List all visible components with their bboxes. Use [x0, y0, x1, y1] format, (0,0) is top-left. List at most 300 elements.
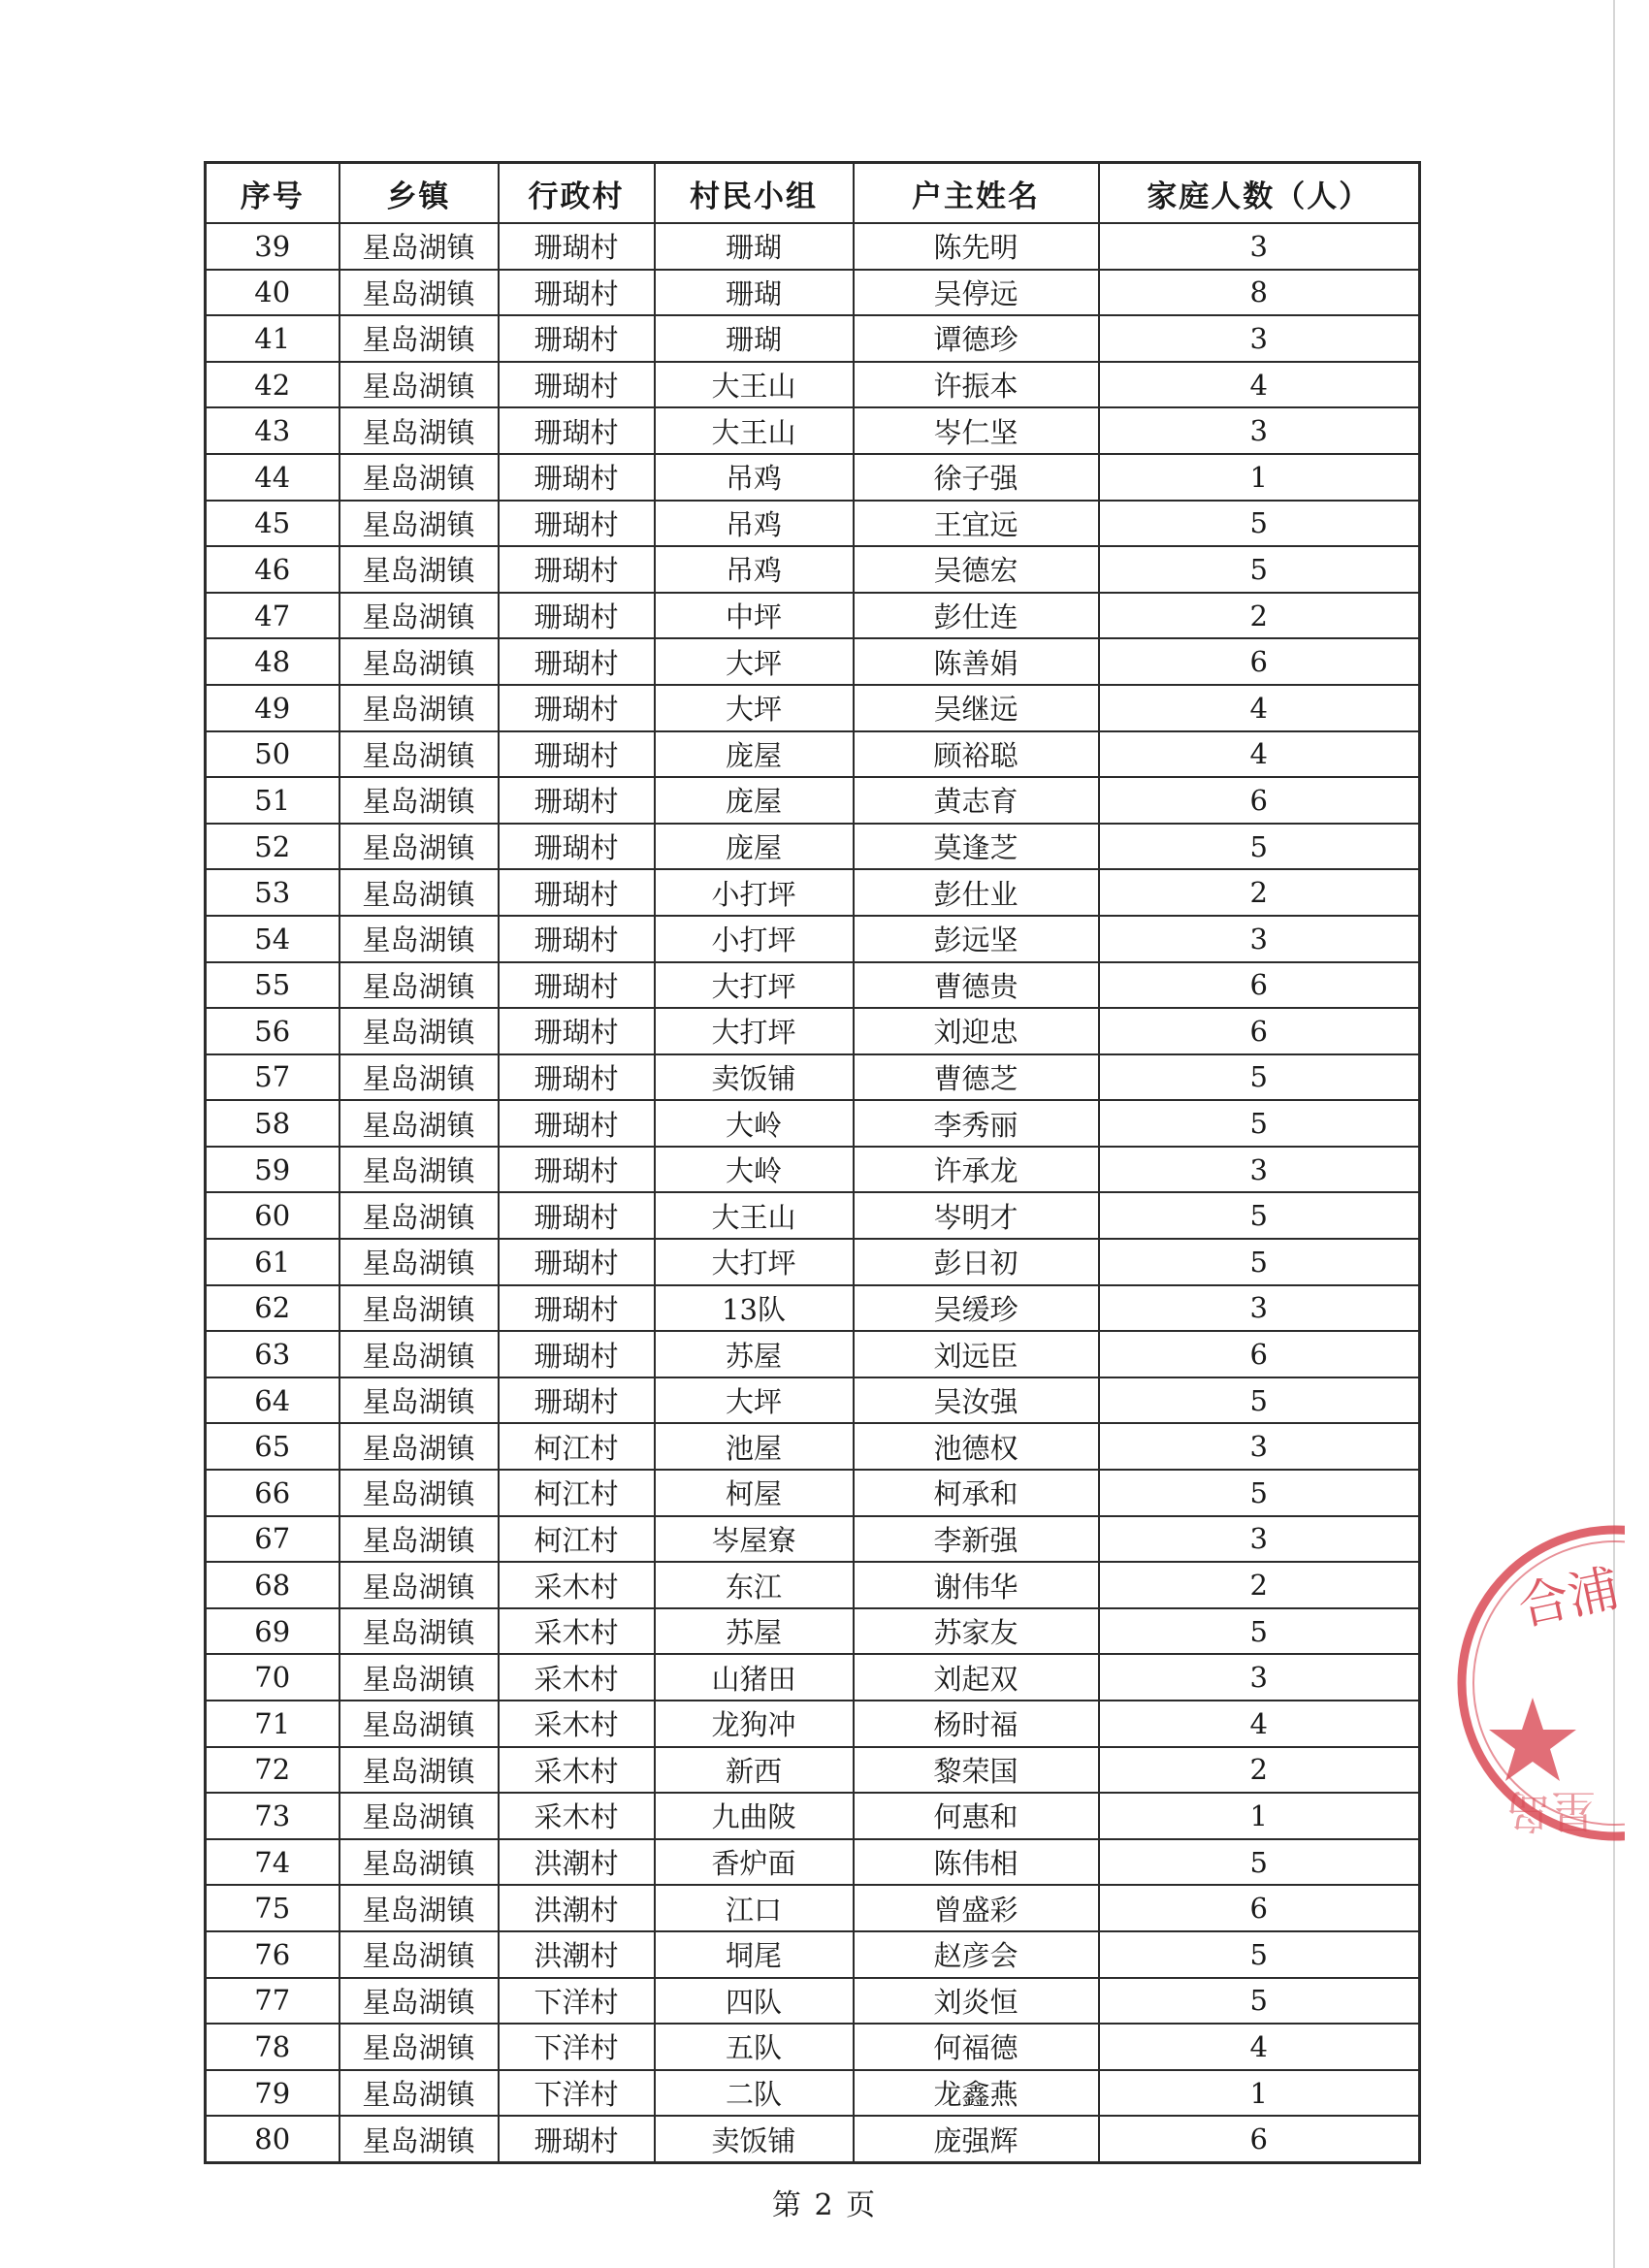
family-size-cell: 5 — [1099, 1931, 1420, 1978]
village-cell: 珊瑚村 — [499, 869, 655, 916]
family-size-cell: 6 — [1099, 1331, 1420, 1377]
table-row — [206, 223, 1420, 270]
family-size-cell: 5 — [1099, 1054, 1420, 1101]
family-size-cell: 5 — [1099, 546, 1420, 593]
table-row — [206, 1562, 1420, 1608]
row-index: 50 — [206, 731, 340, 778]
group-cell: 龙狗冲 — [655, 1701, 854, 1747]
family-size-cell: 3 — [1099, 1423, 1420, 1470]
row-index: 73 — [206, 1793, 340, 1839]
group-cell: 大打坪 — [655, 1008, 854, 1054]
table-row — [206, 1885, 1420, 1931]
table-row — [206, 1470, 1420, 1516]
group-cell: 大坪 — [655, 685, 854, 731]
householder-cell: 徐子强 — [854, 454, 1099, 501]
group-cell: 香炉面 — [655, 1839, 854, 1886]
town-cell: 星岛湖镇 — [340, 1516, 499, 1563]
family-size-cell: 4 — [1099, 685, 1420, 731]
village-cell: 珊瑚村 — [499, 777, 655, 824]
row-index: 70 — [206, 1654, 340, 1701]
table-header-row — [206, 163, 1420, 224]
village-cell: 珊瑚村 — [499, 1192, 655, 1239]
table-row — [206, 1747, 1420, 1794]
village-cell: 珊瑚村 — [499, 270, 655, 316]
town-cell: 星岛湖镇 — [340, 546, 499, 593]
town-cell: 星岛湖镇 — [340, 1654, 499, 1701]
village-cell: 珊瑚村 — [499, 1008, 655, 1054]
table-row — [206, 916, 1420, 962]
row-index: 54 — [206, 916, 340, 962]
family-size-cell: 5 — [1099, 1239, 1420, 1285]
town-cell: 星岛湖镇 — [340, 2070, 499, 2117]
group-cell: 大打坪 — [655, 1239, 854, 1285]
town-cell: 星岛湖镇 — [340, 1562, 499, 1608]
village-cell: 采木村 — [499, 1654, 655, 1701]
householder-cell: 苏家友 — [854, 1608, 1099, 1655]
village-cell: 珊瑚村 — [499, 824, 655, 870]
householder-cell: 刘远臣 — [854, 1331, 1099, 1377]
village-cell: 珊瑚村 — [499, 1285, 655, 1332]
family-size-cell: 4 — [1099, 362, 1420, 408]
table-row — [206, 1192, 1420, 1239]
family-size-cell: 5 — [1099, 1608, 1420, 1655]
family-size-cell: 5 — [1099, 501, 1420, 547]
village-cell: 珊瑚村 — [499, 1239, 655, 1285]
village-cell: 珊瑚村 — [499, 685, 655, 731]
village-cell: 珊瑚村 — [499, 407, 655, 454]
village-cell: 洪潮村 — [499, 1839, 655, 1886]
row-index: 80 — [206, 2116, 340, 2162]
town-cell: 星岛湖镇 — [340, 223, 499, 270]
table-row — [206, 270, 1420, 316]
group-cell: 东江 — [655, 1562, 854, 1608]
group-cell: 卖饭铺 — [655, 1054, 854, 1101]
row-index: 44 — [206, 454, 340, 501]
family-size-cell: 5 — [1099, 1377, 1420, 1424]
village-cell: 珊瑚村 — [499, 362, 655, 408]
group-cell: 吊鸡 — [655, 501, 854, 547]
village-cell: 采木村 — [499, 1747, 655, 1794]
family-size-cell: 3 — [1099, 223, 1420, 270]
row-index: 53 — [206, 869, 340, 916]
householder-cell: 王宜远 — [854, 501, 1099, 547]
householder-cell: 黄志育 — [854, 777, 1099, 824]
table-row — [206, 869, 1420, 916]
header-index: 序号 — [206, 163, 340, 224]
town-cell: 星岛湖镇 — [340, 1100, 499, 1147]
header-family-size: 家庭人数（人） — [1099, 163, 1420, 224]
village-cell: 采木村 — [499, 1562, 655, 1608]
table-row — [206, 1839, 1420, 1886]
family-size-cell: 5 — [1099, 1100, 1420, 1147]
table-row — [206, 1701, 1420, 1747]
family-size-cell: 6 — [1099, 1885, 1420, 1931]
village-cell: 下洋村 — [499, 2070, 655, 2117]
row-index: 46 — [206, 546, 340, 593]
village-cell: 采木村 — [499, 1793, 655, 1839]
village-cell: 洪潮村 — [499, 1885, 655, 1931]
town-cell: 星岛湖镇 — [340, 777, 499, 824]
table-row — [206, 454, 1420, 501]
group-cell: 珊瑚 — [655, 223, 854, 270]
town-cell: 星岛湖镇 — [340, 1147, 499, 1193]
family-size-cell: 1 — [1099, 1793, 1420, 1839]
village-cell: 珊瑚村 — [499, 593, 655, 639]
group-cell: 垌尾 — [655, 1931, 854, 1978]
table-row — [206, 2024, 1420, 2070]
row-index: 57 — [206, 1054, 340, 1101]
group-cell: 柯屋 — [655, 1470, 854, 1516]
table-row — [206, 1100, 1420, 1147]
row-index: 75 — [206, 1885, 340, 1931]
row-index: 63 — [206, 1331, 340, 1377]
town-cell: 星岛湖镇 — [340, 1377, 499, 1424]
town-cell: 星岛湖镇 — [340, 315, 499, 362]
village-cell: 采木村 — [499, 1701, 655, 1747]
town-cell: 星岛湖镇 — [340, 2116, 499, 2162]
row-index: 42 — [206, 362, 340, 408]
household-table — [204, 161, 1421, 2164]
householder-cell: 赵彦会 — [854, 1931, 1099, 1978]
householder-cell: 彭日初 — [854, 1239, 1099, 1285]
family-size-cell: 4 — [1099, 1701, 1420, 1747]
row-index: 47 — [206, 593, 340, 639]
householder-cell: 彭仕业 — [854, 869, 1099, 916]
row-index: 66 — [206, 1470, 340, 1516]
row-index: 60 — [206, 1192, 340, 1239]
header-town: 乡镇 — [340, 163, 499, 224]
village-cell: 珊瑚村 — [499, 1100, 655, 1147]
svg-text:星岛: 星岛 — [1506, 1785, 1596, 1837]
group-cell: 大王山 — [655, 407, 854, 454]
header-householder: 户主姓名 — [854, 163, 1099, 224]
householder-cell: 岑仁坚 — [854, 407, 1099, 454]
family-size-cell: 4 — [1099, 2024, 1420, 2070]
group-cell: 庞屋 — [655, 777, 854, 824]
table-row — [206, 546, 1420, 593]
family-size-cell: 6 — [1099, 638, 1420, 685]
family-size-cell: 5 — [1099, 1978, 1420, 2025]
town-cell: 星岛湖镇 — [340, 1885, 499, 1931]
group-cell: 五队 — [655, 2024, 854, 2070]
householder-cell: 岑明才 — [854, 1192, 1099, 1239]
householder-cell: 吴汝强 — [854, 1377, 1099, 1424]
row-index: 58 — [206, 1100, 340, 1147]
group-cell: 四队 — [655, 1978, 854, 2025]
town-cell: 星岛湖镇 — [340, 1239, 499, 1285]
householder-cell: 黎荣国 — [854, 1747, 1099, 1794]
group-cell: 13队 — [655, 1285, 854, 1332]
table-row — [206, 1931, 1420, 1978]
row-index: 68 — [206, 1562, 340, 1608]
town-cell: 星岛湖镇 — [340, 962, 499, 1009]
village-cell: 珊瑚村 — [499, 454, 655, 501]
family-size-cell: 3 — [1099, 1654, 1420, 1701]
village-cell: 珊瑚村 — [499, 1147, 655, 1193]
householder-cell: 曹德贵 — [854, 962, 1099, 1009]
householder-cell: 柯承和 — [854, 1470, 1099, 1516]
town-cell: 星岛湖镇 — [340, 638, 499, 685]
householder-cell: 吴德宏 — [854, 546, 1099, 593]
group-cell: 池屋 — [655, 1423, 854, 1470]
table-row — [206, 1285, 1420, 1332]
village-cell: 珊瑚村 — [499, 1377, 655, 1424]
group-cell: 大打坪 — [655, 962, 854, 1009]
town-cell: 星岛湖镇 — [340, 501, 499, 547]
householder-cell: 莫逢芝 — [854, 824, 1099, 870]
town-cell: 星岛湖镇 — [340, 1978, 499, 2025]
table-row — [206, 407, 1420, 454]
row-index: 51 — [206, 777, 340, 824]
town-cell: 星岛湖镇 — [340, 1931, 499, 1978]
group-cell: 九曲陂 — [655, 1793, 854, 1839]
village-cell: 柯江村 — [499, 1423, 655, 1470]
row-index: 74 — [206, 1839, 340, 1886]
family-size-cell: 3 — [1099, 1516, 1420, 1563]
family-size-cell: 4 — [1099, 731, 1420, 778]
householder-cell: 何福德 — [854, 2024, 1099, 2070]
group-cell: 中坪 — [655, 593, 854, 639]
table-row — [206, 1978, 1420, 2025]
town-cell: 星岛湖镇 — [340, 407, 499, 454]
header-village: 行政村 — [499, 163, 655, 224]
householder-cell: 杨时福 — [854, 1701, 1099, 1747]
town-cell: 星岛湖镇 — [340, 1331, 499, 1377]
table-row — [206, 501, 1420, 547]
householder-cell: 顾裕聪 — [854, 731, 1099, 778]
family-size-cell: 3 — [1099, 315, 1420, 362]
householder-cell: 彭远坚 — [854, 916, 1099, 962]
table-row — [206, 962, 1420, 1009]
row-index: 52 — [206, 824, 340, 870]
row-index: 41 — [206, 315, 340, 362]
table-row — [206, 593, 1420, 639]
village-cell: 采木村 — [499, 1608, 655, 1655]
village-cell: 下洋村 — [499, 2024, 655, 2070]
row-index: 59 — [206, 1147, 340, 1193]
town-cell: 星岛湖镇 — [340, 270, 499, 316]
family-size-cell: 2 — [1099, 1747, 1420, 1794]
table-row — [206, 2116, 1420, 2162]
town-cell: 星岛湖镇 — [340, 454, 499, 501]
row-index: 77 — [206, 1978, 340, 2025]
village-cell: 珊瑚村 — [499, 546, 655, 593]
householder-cell: 曹德芝 — [854, 1054, 1099, 1101]
table-row — [206, 1516, 1420, 1563]
town-cell: 星岛湖镇 — [340, 1701, 499, 1747]
town-cell: 星岛湖镇 — [340, 1192, 499, 1239]
group-cell: 苏屋 — [655, 1331, 854, 1377]
family-size-cell: 3 — [1099, 1147, 1420, 1193]
row-index: 43 — [206, 407, 340, 454]
householder-cell: 吴缓珍 — [854, 1285, 1099, 1332]
scan-edge-line — [1613, 0, 1615, 2268]
row-index: 64 — [206, 1377, 340, 1424]
householder-cell: 何惠和 — [854, 1793, 1099, 1839]
table-row — [206, 362, 1420, 408]
table-row — [206, 1793, 1420, 1839]
householder-cell: 谭德珍 — [854, 315, 1099, 362]
group-cell: 小打坪 — [655, 869, 854, 916]
group-cell: 新西 — [655, 1747, 854, 1794]
group-cell: 山猪田 — [655, 1654, 854, 1701]
village-cell: 珊瑚村 — [499, 315, 655, 362]
group-cell: 大王山 — [655, 1192, 854, 1239]
town-cell: 星岛湖镇 — [340, 731, 499, 778]
row-index: 79 — [206, 2070, 340, 2117]
householder-cell: 吴继远 — [854, 685, 1099, 731]
table-row — [206, 1054, 1420, 1101]
town-cell: 星岛湖镇 — [340, 593, 499, 639]
group-cell: 吊鸡 — [655, 546, 854, 593]
group-cell: 大岭 — [655, 1100, 854, 1147]
town-cell: 星岛湖镇 — [340, 685, 499, 731]
family-size-cell: 1 — [1099, 2070, 1420, 2117]
group-cell: 小打坪 — [655, 916, 854, 962]
family-size-cell: 3 — [1099, 1285, 1420, 1332]
householder-cell: 李新强 — [854, 1516, 1099, 1563]
table-row — [206, 1239, 1420, 1285]
family-size-cell: 2 — [1099, 593, 1420, 639]
village-cell: 洪潮村 — [499, 1931, 655, 1978]
group-cell: 卖饭铺 — [655, 2116, 854, 2162]
row-index: 55 — [206, 962, 340, 1009]
table-row — [206, 685, 1420, 731]
row-index: 48 — [206, 638, 340, 685]
family-size-cell: 6 — [1099, 962, 1420, 1009]
family-size-cell: 6 — [1099, 777, 1420, 824]
householder-cell: 龙鑫燕 — [854, 2070, 1099, 2117]
householder-cell: 陈先明 — [854, 223, 1099, 270]
family-size-cell: 2 — [1099, 1562, 1420, 1608]
village-cell: 柯江村 — [499, 1470, 655, 1516]
group-cell: 大坪 — [655, 1377, 854, 1424]
row-index: 62 — [206, 1285, 340, 1332]
town-cell: 星岛湖镇 — [340, 1793, 499, 1839]
town-cell: 星岛湖镇 — [340, 1423, 499, 1470]
group-cell: 苏屋 — [655, 1608, 854, 1655]
town-cell: 星岛湖镇 — [340, 869, 499, 916]
householder-cell: 许承龙 — [854, 1147, 1099, 1193]
group-cell: 江口 — [655, 1885, 854, 1931]
row-index: 76 — [206, 1931, 340, 1978]
table-row — [206, 824, 1420, 870]
village-cell: 珊瑚村 — [499, 731, 655, 778]
householder-cell: 李秀丽 — [854, 1100, 1099, 1147]
group-cell: 大岭 — [655, 1147, 854, 1193]
town-cell: 星岛湖镇 — [340, 824, 499, 870]
row-index: 49 — [206, 685, 340, 731]
group-cell: 庞屋 — [655, 824, 854, 870]
householder-cell: 曾盛彩 — [854, 1885, 1099, 1931]
family-size-cell: 3 — [1099, 916, 1420, 962]
village-cell: 珊瑚村 — [499, 223, 655, 270]
row-index: 40 — [206, 270, 340, 316]
village-cell: 珊瑚村 — [499, 2116, 655, 2162]
village-cell: 珊瑚村 — [499, 638, 655, 685]
family-size-cell: 5 — [1099, 1470, 1420, 1516]
householder-cell: 谢伟华 — [854, 1562, 1099, 1608]
village-cell: 珊瑚村 — [499, 916, 655, 962]
town-cell: 星岛湖镇 — [340, 1470, 499, 1516]
town-cell: 星岛湖镇 — [340, 362, 499, 408]
row-index: 56 — [206, 1008, 340, 1054]
village-cell: 珊瑚村 — [499, 501, 655, 547]
family-size-cell: 2 — [1099, 869, 1420, 916]
row-index: 61 — [206, 1239, 340, 1285]
village-cell: 下洋村 — [499, 1978, 655, 2025]
householder-cell: 刘起双 — [854, 1654, 1099, 1701]
householder-cell: 陈伟相 — [854, 1839, 1099, 1886]
householder-cell: 许振本 — [854, 362, 1099, 408]
table-row — [206, 731, 1420, 778]
householder-cell: 庞强辉 — [854, 2116, 1099, 2162]
table-row — [206, 1608, 1420, 1655]
table-row — [206, 1008, 1420, 1054]
row-index: 72 — [206, 1747, 340, 1794]
householder-cell: 刘炎恒 — [854, 1978, 1099, 2025]
table-row — [206, 1654, 1420, 1701]
row-index: 69 — [206, 1608, 340, 1655]
svg-text:合浦: 合浦 — [1513, 1559, 1625, 1637]
family-size-cell: 1 — [1099, 454, 1420, 501]
official-seal — [1450, 1499, 1625, 1867]
village-cell: 珊瑚村 — [499, 1331, 655, 1377]
table-row — [206, 638, 1420, 685]
family-size-cell: 5 — [1099, 824, 1420, 870]
town-cell: 星岛湖镇 — [340, 916, 499, 962]
householder-cell: 吴停远 — [854, 270, 1099, 316]
family-size-cell: 3 — [1099, 407, 1420, 454]
family-size-cell: 5 — [1099, 1839, 1420, 1886]
row-index: 78 — [206, 2024, 340, 2070]
village-cell: 柯江村 — [499, 1516, 655, 1563]
table-row — [206, 2070, 1420, 2117]
row-index: 45 — [206, 501, 340, 547]
town-cell: 星岛湖镇 — [340, 1839, 499, 1886]
table-row — [206, 1377, 1420, 1424]
group-cell: 珊瑚 — [655, 315, 854, 362]
group-cell: 珊瑚 — [655, 270, 854, 316]
town-cell: 星岛湖镇 — [340, 1054, 499, 1101]
group-cell: 大王山 — [655, 362, 854, 408]
table-row — [206, 315, 1420, 362]
table-row — [206, 1423, 1420, 1470]
group-cell: 二队 — [655, 2070, 854, 2117]
householder-cell: 彭仕连 — [854, 593, 1099, 639]
town-cell: 星岛湖镇 — [340, 2024, 499, 2070]
row-index: 65 — [206, 1423, 340, 1470]
group-cell: 大坪 — [655, 638, 854, 685]
row-index: 71 — [206, 1701, 340, 1747]
row-index: 39 — [206, 223, 340, 270]
table-row — [206, 777, 1420, 824]
family-size-cell: 5 — [1099, 1192, 1420, 1239]
row-index: 67 — [206, 1516, 340, 1563]
group-cell: 吊鸡 — [655, 454, 854, 501]
town-cell: 星岛湖镇 — [340, 1608, 499, 1655]
town-cell: 星岛湖镇 — [340, 1285, 499, 1332]
householder-cell: 陈善娟 — [854, 638, 1099, 685]
householder-cell: 刘迎忠 — [854, 1008, 1099, 1054]
householder-cell: 池德权 — [854, 1423, 1099, 1470]
family-size-cell: 6 — [1099, 2116, 1420, 2162]
village-cell: 珊瑚村 — [499, 962, 655, 1009]
family-size-cell: 6 — [1099, 1008, 1420, 1054]
town-cell: 星岛湖镇 — [340, 1008, 499, 1054]
group-cell: 岑屋寮 — [655, 1516, 854, 1563]
group-cell: 庞屋 — [655, 731, 854, 778]
